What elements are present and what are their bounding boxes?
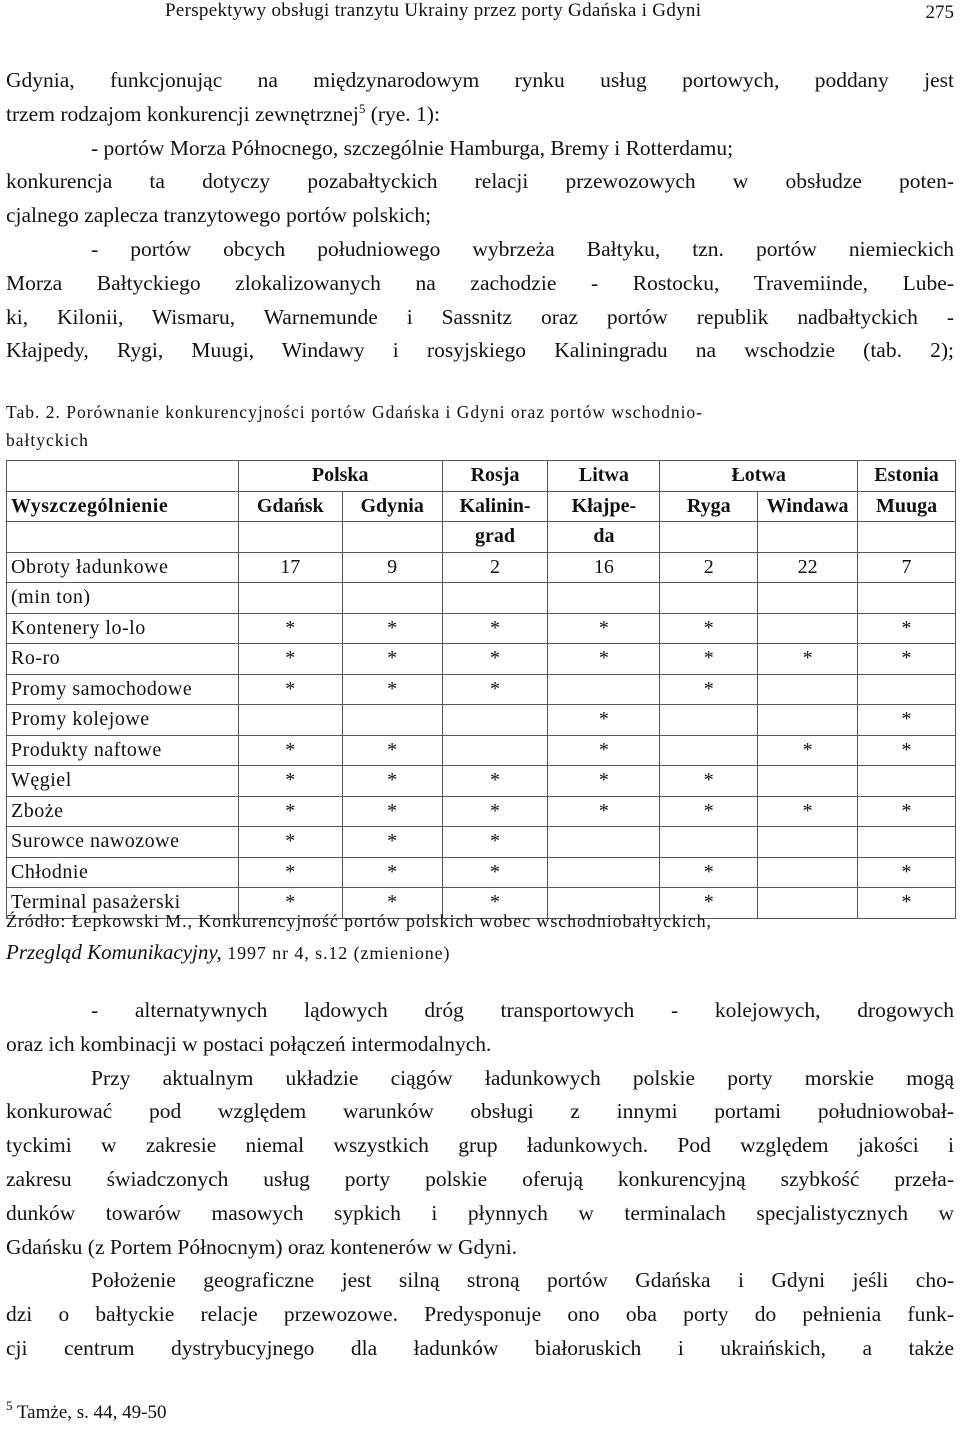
table-cell: * bbox=[660, 888, 758, 919]
table-cell bbox=[548, 674, 660, 705]
table-body bbox=[7, 552, 956, 918]
table-cell: * bbox=[342, 644, 442, 675]
table-cell: * bbox=[342, 827, 442, 858]
table-row bbox=[7, 644, 956, 675]
table-cell: * bbox=[442, 644, 548, 675]
row-label: Surowce nawozowe bbox=[7, 827, 239, 858]
row-label: Kontenery lo-lo bbox=[7, 613, 239, 644]
table-cell: * bbox=[442, 857, 548, 888]
source-line: Źródło: Łepkowski M., Konkurencyjność portów polskich wobec wschodniobałtyckich, bbox=[6, 911, 712, 931]
table-cell: * bbox=[758, 644, 858, 675]
row-header-label: Wyszczególnienie bbox=[7, 491, 239, 522]
footnote-reference: 5 bbox=[358, 100, 366, 116]
table-cell: 17 bbox=[238, 552, 342, 583]
row-label: Zboże bbox=[7, 796, 239, 827]
table-cell: * bbox=[238, 613, 342, 644]
table-cell bbox=[442, 583, 548, 614]
table-cell bbox=[660, 735, 758, 766]
text-line: - alternatywnych lądowych dróg transportowych - kolejowych, drogowych bbox=[91, 998, 954, 1022]
text-line: zakresu świadczonych usług porty polskie oferują konkurencyjną szybkość przeła- bbox=[6, 1166, 954, 1191]
text-line: dunków towarów masowych sypkich i płynnych w terminalach specjalistycznych w bbox=[6, 1200, 954, 1225]
table-cell: * bbox=[548, 735, 660, 766]
row-label: Promy samochodowe bbox=[7, 674, 239, 705]
table-cell: * bbox=[660, 857, 758, 888]
table-cell bbox=[858, 674, 956, 705]
table-cell bbox=[342, 583, 442, 614]
table-cell bbox=[758, 705, 858, 736]
table-cell bbox=[858, 766, 956, 797]
footnote-text: Tamże, s. 44, 49-50 bbox=[12, 1402, 167, 1423]
table-cell bbox=[238, 705, 342, 736]
row-label: Promy kolejowe bbox=[7, 705, 239, 736]
table-cell bbox=[660, 583, 758, 614]
text-line: Położenie geograficzne jest silną stroną portów Gdańska i Gdyni jeśli cho- bbox=[91, 1268, 954, 1293]
table-cell: * bbox=[342, 796, 442, 827]
table-cell: * bbox=[858, 613, 956, 644]
table-cell: * bbox=[442, 674, 548, 705]
table-row bbox=[7, 674, 956, 705]
table-cell bbox=[758, 827, 858, 858]
table-cell: * bbox=[442, 827, 548, 858]
table-cell: * bbox=[238, 857, 342, 888]
text-line: Morza Bałtyckiego zlokalizowanych na zachodzie - Rostocku, Travemiinde, Lube- bbox=[6, 270, 954, 295]
table-cell: 22 bbox=[758, 552, 858, 583]
table-cell bbox=[858, 827, 956, 858]
header-row-ports bbox=[7, 491, 956, 522]
table-cell: 2 bbox=[660, 552, 758, 583]
table-cell: * bbox=[858, 796, 956, 827]
table-cell: * bbox=[238, 674, 342, 705]
caption-line: Tab. 2. Porównanie konkurencyjności portów Gdańska i Gdyni oraz portów wschodnio- bbox=[6, 402, 704, 422]
source-line: Przegląd Komunikacyjny, 1997 nr 4, s.12 (zmienione) bbox=[6, 940, 451, 964]
table-row bbox=[7, 735, 956, 766]
table-cell: * bbox=[548, 613, 660, 644]
text-line: trzem rodzajom konkurencji zewnętrznej$^5$ (rye. 1): bbox=[6, 100, 440, 126]
table-row bbox=[7, 857, 956, 888]
table-cell bbox=[238, 583, 342, 614]
port-header-cont: da bbox=[548, 522, 660, 553]
table-row bbox=[7, 613, 956, 644]
port-header: Windawa bbox=[758, 491, 858, 522]
table-cell: * bbox=[758, 796, 858, 827]
comparison-table bbox=[6, 460, 956, 919]
table-cell: * bbox=[342, 613, 442, 644]
header-row-countries bbox=[7, 461, 956, 492]
country-header: Rosja bbox=[442, 461, 548, 492]
table-cell: * bbox=[342, 674, 442, 705]
table-cell bbox=[660, 827, 758, 858]
table-source bbox=[6, 906, 954, 969]
table-cell: * bbox=[660, 766, 758, 797]
table-row bbox=[7, 583, 956, 614]
header-row-ports-cont bbox=[7, 522, 956, 553]
caption-line: bałtyckich bbox=[6, 430, 89, 450]
table-cell: * bbox=[758, 735, 858, 766]
row-label: Chłodnie bbox=[7, 857, 239, 888]
text-line: konkurencja ta dotyczy pozabałtyckich relacji przewozowych w obsłudze poten- bbox=[6, 169, 954, 194]
table-cell: 9 bbox=[342, 552, 442, 583]
country-header: Łotwa bbox=[660, 461, 858, 492]
table-cell: * bbox=[858, 705, 956, 736]
text-line: Gdańsku (z Portem Północnym) oraz kontenerów w Gdyni. bbox=[6, 1234, 518, 1259]
table-cell: * bbox=[342, 735, 442, 766]
port-header: Gdynia bbox=[342, 491, 442, 522]
row-label: Produkty naftowe bbox=[7, 735, 239, 766]
table-cell: * bbox=[548, 796, 660, 827]
table-caption bbox=[6, 398, 954, 454]
text-line: ki, Kilonii, Wismaru, Warnemunde i Sassnitz oraz portów republik nadbałtyckich - bbox=[6, 304, 954, 329]
table-cell bbox=[758, 674, 858, 705]
table-row bbox=[7, 796, 956, 827]
row-label: Terminal pasażerski bbox=[7, 888, 239, 919]
table-cell: * bbox=[548, 766, 660, 797]
table-row bbox=[7, 705, 956, 736]
table-cell: * bbox=[238, 888, 342, 919]
port-header-cont: grad bbox=[442, 522, 548, 553]
port-header: Gdańsk bbox=[238, 491, 342, 522]
paragraph-continuation bbox=[6, 994, 954, 1366]
country-header: Estonia bbox=[858, 461, 956, 492]
text-line: konkurować pod względem warunków obsługi z innymi portami południowobał- bbox=[6, 1099, 954, 1124]
table-cell: 2 bbox=[442, 552, 548, 583]
row-label: Węgiel bbox=[7, 766, 239, 797]
table-cell: * bbox=[238, 827, 342, 858]
table-cell: * bbox=[238, 766, 342, 797]
table-cell bbox=[660, 705, 758, 736]
footnote bbox=[6, 1398, 167, 1424]
table-cell: 7 bbox=[858, 552, 956, 583]
table-cell: * bbox=[858, 644, 956, 675]
table-cell: * bbox=[548, 644, 660, 675]
table-cell bbox=[342, 705, 442, 736]
port-header: Kalinin- bbox=[442, 491, 548, 522]
text-line: cjalnego zaplecza tranzytowego portów polskich; bbox=[6, 203, 432, 228]
table-row bbox=[7, 827, 956, 858]
row-label: Obroty ładunkowe bbox=[7, 552, 239, 583]
port-header: Ryga bbox=[660, 491, 758, 522]
table-cell: * bbox=[548, 705, 660, 736]
table-cell: * bbox=[238, 735, 342, 766]
text-line: - portów obcych południowego wybrzeża Bałtyku, tzn. portów niemieckich bbox=[91, 236, 954, 261]
port-header: Kłajpe- bbox=[548, 491, 660, 522]
table-cell: * bbox=[442, 613, 548, 644]
table-cell: * bbox=[660, 644, 758, 675]
table-cell bbox=[758, 583, 858, 614]
table-cell: * bbox=[442, 796, 548, 827]
table-cell bbox=[548, 827, 660, 858]
table-cell: * bbox=[660, 613, 758, 644]
row-label: Ro-ro bbox=[7, 644, 239, 675]
table-cell: * bbox=[858, 735, 956, 766]
text-line: Kłajpedy, Rygi, Muugi, Windawy i rosyjskiego Kaliningradu na wschodzie (tab. 2); bbox=[6, 338, 954, 363]
text-line: Gdynia, funkcjonując na międzynarodowym rynku usług portowych, poddany jest bbox=[6, 68, 954, 92]
table-cell: * bbox=[660, 796, 758, 827]
table-cell: * bbox=[238, 644, 342, 675]
text-line: - portów Morza Północnego, szczególnie Hamburga, Bremy i Rotterdamu; bbox=[91, 135, 734, 160]
table-cell: * bbox=[342, 857, 442, 888]
table-cell: * bbox=[858, 857, 956, 888]
running-title: Perspektywy obsługi tranzytu Ukrainy przez porty Gdańska i Gdyni bbox=[165, 0, 702, 21]
journal-title: Przegląd Komunikacyjny, bbox=[6, 940, 222, 964]
table-cell: * bbox=[342, 888, 442, 919]
table-cell bbox=[548, 583, 660, 614]
table-row bbox=[7, 552, 956, 583]
paragraph-intro bbox=[6, 64, 954, 368]
text-line: cji centrum dystrybucyjnego dla ładunków białoruskich i ukraińskich, a także bbox=[6, 1335, 954, 1360]
table-cell bbox=[442, 705, 548, 736]
text-line: dzi o bałtyckie relacje przewozowe. Predysponuje ono oba porty do pełnienia funk- bbox=[6, 1302, 954, 1327]
table-cell bbox=[758, 857, 858, 888]
table-row bbox=[7, 766, 956, 797]
text-line: oraz ich kombinacji w postaci połączeń intermodalnych. bbox=[6, 1031, 492, 1056]
table-cell: * bbox=[660, 674, 758, 705]
text-line: Przy aktualnym układzie ciągów ładunkowych polskie porty morskie mogą bbox=[91, 1065, 954, 1090]
table-cell bbox=[548, 857, 660, 888]
table-cell: * bbox=[858, 888, 956, 919]
running-header bbox=[0, 0, 960, 30]
row-label: (min ton) bbox=[7, 583, 239, 614]
port-header: Muuga bbox=[858, 491, 956, 522]
table-cell bbox=[758, 766, 858, 797]
country-header: Polska bbox=[238, 461, 442, 492]
table-cell: * bbox=[342, 766, 442, 797]
page-number: 275 bbox=[925, 2, 954, 23]
table-cell: 16 bbox=[548, 552, 660, 583]
country-header: Litwa bbox=[548, 461, 660, 492]
table-cell: * bbox=[442, 888, 548, 919]
table-cell bbox=[758, 613, 858, 644]
footnote-mark: 5 bbox=[6, 1398, 13, 1413]
text-line: tyckimi w zakresie niemal wszystkich grup ładunkowych. Pod względem jakości i bbox=[6, 1133, 954, 1158]
table-cell: * bbox=[442, 766, 548, 797]
table-cell bbox=[858, 583, 956, 614]
table-cell bbox=[442, 735, 548, 766]
table-cell: * bbox=[238, 796, 342, 827]
